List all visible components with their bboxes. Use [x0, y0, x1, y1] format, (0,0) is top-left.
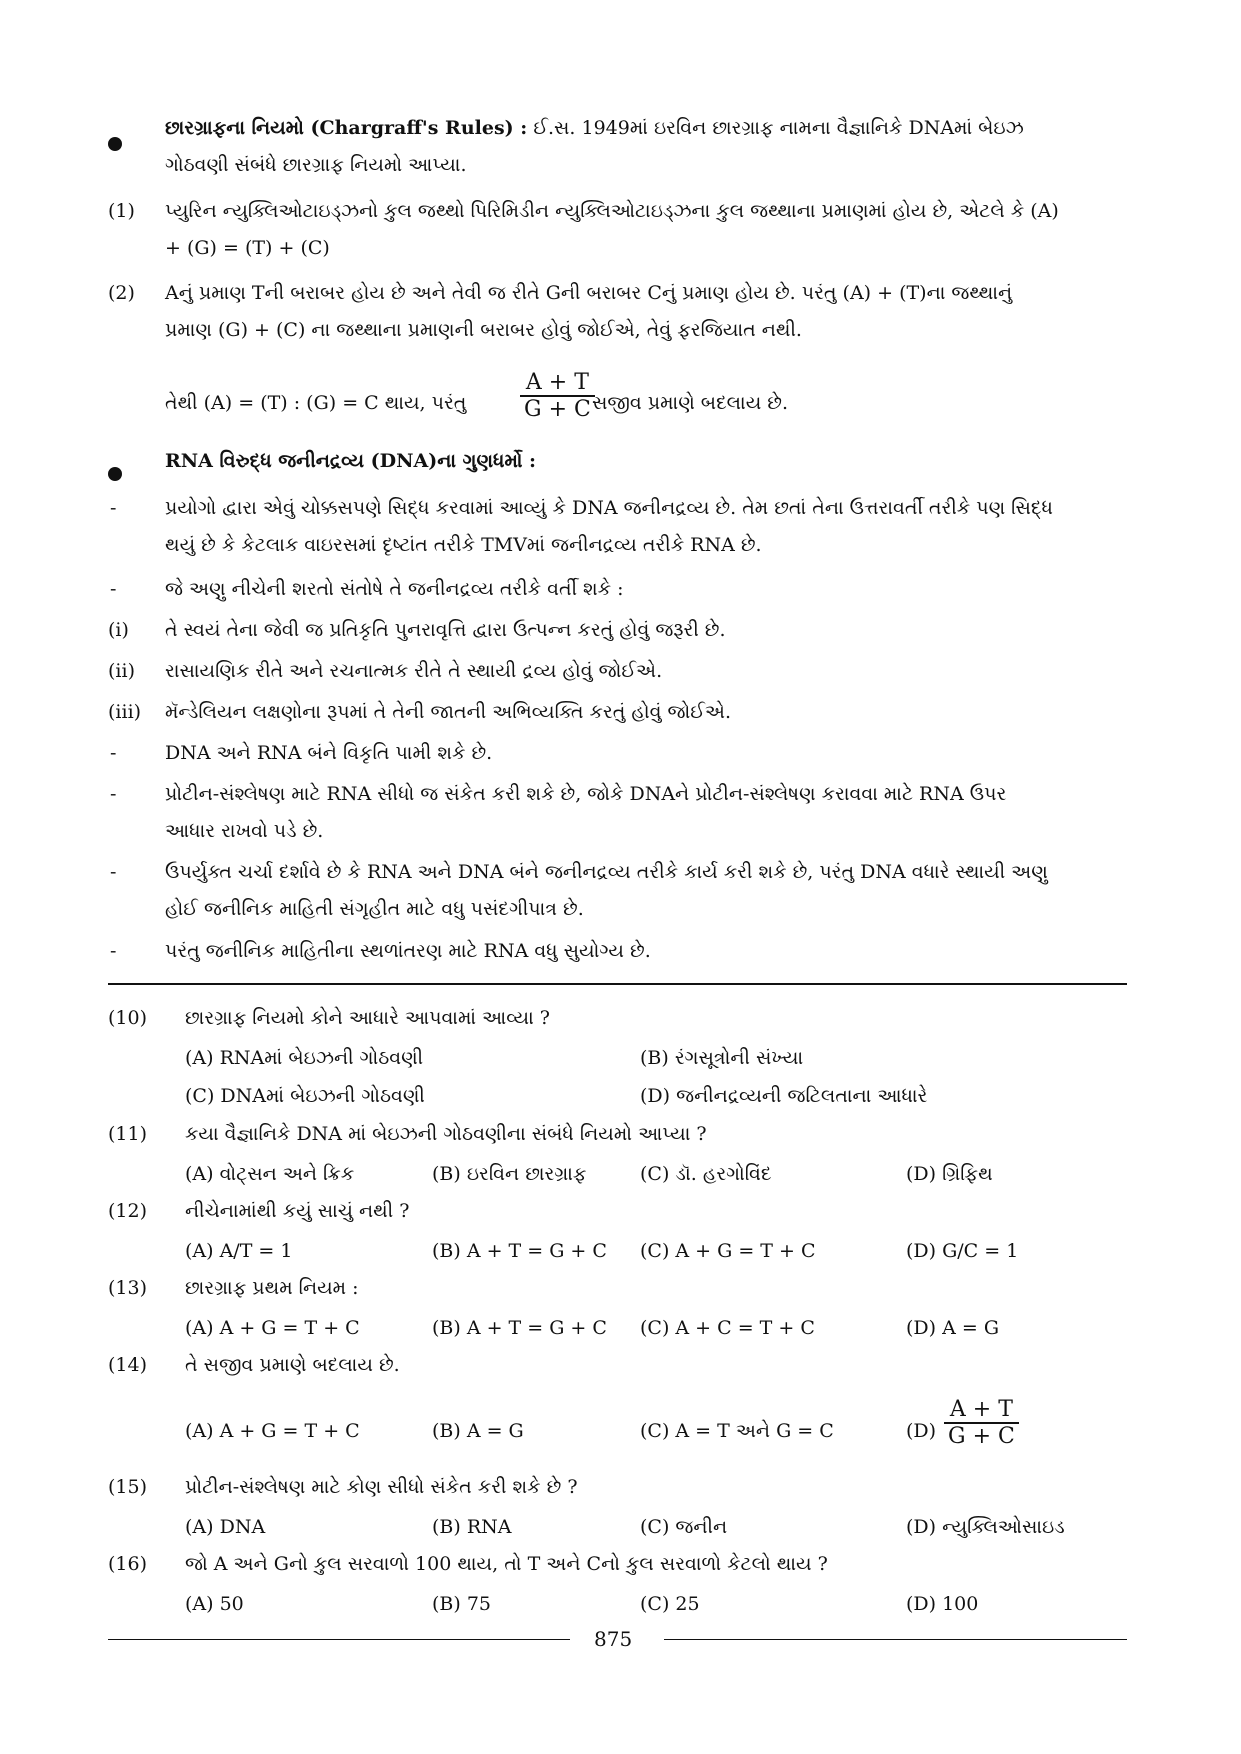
dash-marker: - [110, 578, 117, 600]
option-c: (C) A = T અને G = C [640, 1420, 834, 1442]
question-number: (13) [108, 1277, 148, 1299]
chargaff-intro-line1: ઈ.સ. 1949માં ઇરવિન છારગ્રાફ નામના વૈજ્ઞાનિકે DNAમાં બેઇઝ [533, 117, 1024, 139]
question-number: (11) [108, 1123, 148, 1145]
chargaff-intro-line2: ગોઠવણી સંબંધે છારગ્રાફ નિયમો આપ્યા. [165, 154, 467, 176]
option-c: (C) A + C = T + C [640, 1317, 815, 1339]
option-a: (A) DNA [185, 1516, 266, 1538]
rule-number: (2) [108, 282, 135, 304]
ratio-prefix: તેથી (A) = (T) : (G) = C થાય, પરંતુ [165, 392, 467, 414]
question-text: જો A અને Gનો કુલ સરવાળો 100 થાય, તો T અને Cનો કુલ સરવાળો કેટલો થાય ? [185, 1553, 828, 1575]
condition-text: રાસાયણિક રીતે અને રચનાત્મક રીતે તે સ્થાયી દ્રવ્ય હોવું જોઈએ. [165, 660, 663, 682]
option-d-denominator: G + C [948, 1424, 1015, 1450]
option-d: (D) [906, 1420, 937, 1442]
condition-text: તે સ્વયં તેના જેવી જ પ્રતિકૃતિ પુનરાવૃત્તિ દ્વારા ઉત્પન્ન કરતું હોવું જરૂરી છે. [165, 619, 726, 641]
option-b: (B) A = G [432, 1420, 524, 1442]
question-number: (10) [108, 1007, 148, 1029]
option-b: (B) ઇરવિન છારગ્રાફ [432, 1163, 587, 1185]
option-d: (D) 100 [906, 1593, 979, 1615]
page-number: 875 [594, 1627, 633, 1651]
rule-number: (1) [108, 200, 135, 222]
dash-marker: - [110, 742, 117, 764]
bullet-icon [108, 137, 122, 151]
option-c: (C) DNAમાં બેઇઝની ગોઠવણી [185, 1085, 425, 1107]
condition-number: (i) [108, 619, 129, 641]
section-divider [108, 983, 1127, 985]
footer-rule-left [108, 1639, 570, 1640]
bullet-icon [108, 467, 122, 481]
rna-p5-line2: હોઈ જનીનિક માહિતી સંગૃહીત માટે વધુ પસંદગીપાત્ર છે. [165, 898, 584, 920]
option-a: (A) વોટ્સન અને ક્રિક [185, 1163, 355, 1185]
option-b: (B) A + T = G + C [432, 1240, 607, 1262]
question-text: છારગ્રાફ નિયમો કોને આધારે આપવામાં આવ્યા ? [185, 1007, 550, 1029]
ratio-suffix: સજીવ પ્રમાણે બદલાય છે. [592, 392, 789, 414]
option-d: (D) ન્યુક્લિઓસાઇડ [906, 1516, 1065, 1538]
option-d: (D) A = G [906, 1317, 999, 1339]
option-b: (B) RNA [432, 1516, 512, 1538]
dash-marker: - [110, 497, 117, 519]
rna-p1-line1: પ્રયોગો દ્વારા એવું ચોક્કસપણે સિદ્ધ કરવામાં આવ્યું કે DNA જનીનદ્રવ્ય છે. તેમ છતાં તેના ઉત્તરાવર્તી તરીકે પણ સિદ્ધ [165, 497, 1053, 519]
option-d-fraction [944, 1397, 1019, 1450]
question-number: (14) [108, 1354, 148, 1376]
footer-rule-right [664, 1639, 1127, 1640]
chargaff-paragraph [165, 117, 1024, 139]
rule-2-line1: Aનું પ્રમાણ Tની બરાબર હોય છે અને તેવી જ રીતે Gની બરાબર Cનું પ્રમાણ હોય છે. પરંતુ (A) + (T)ના જથ્થાનું [165, 282, 1013, 304]
rna-p1-line2: થયું છે કે કેટલાક વાઇરસમાં દૃષ્ટાંત તરીકે TMVમાં જનીનદ્રવ્ય તરીકે RNA છે. [165, 534, 762, 556]
ratio-denominator: G + C [524, 397, 591, 423]
option-d: (D) ગ્રિફિથ [906, 1163, 993, 1185]
option-d: (D) જનીનદ્રવ્યની જટિલતાના આધારે [640, 1085, 928, 1107]
dash-marker: - [110, 861, 117, 883]
option-c: (C) A + G = T + C [640, 1240, 816, 1262]
rna-p3: DNA અને RNA બંને વિકૃતિ પામી શકે છે. [165, 742, 493, 764]
rule-2-line2: પ્રમાણ (G) + (C) ના જથ્થાના પ્રમાણની બરાબર હોવું જોઈએ, તેવું ફરજિયાત નથી. [165, 319, 802, 341]
option-d: (D) G/C = 1 [906, 1240, 1019, 1262]
condition-text: મૅન્ડેલિયન લક્ષણોના રૂપમાં તે તેની જાતની અભિવ્યક્તિ કરતું હોવું જોઈએ. [165, 701, 732, 723]
rule-1-line1: પ્યુરિન ન્યુક્લિઓટાઇડ્ઝનો કુલ જથ્થો પિરિમિડીન ન્યુક્લિઓટાઇડ્ઝના કુલ જથ્થાના પ્રમાણમાં હોય છે, એટલે કે (A) [165, 200, 1059, 222]
ratio-fraction [520, 370, 595, 423]
dash-marker: - [110, 783, 117, 805]
question-text: તે સજીવ પ્રમાણે બદલાય છે. [185, 1354, 400, 1376]
rna-heading: RNA વિરુદ્ધ જનીનદ્રવ્ય (DNA)ના ગુણધર્મો : [165, 450, 537, 472]
question-text: પ્રોટીન-સંશ્લેષણ માટે કોણ સીધો સંકેત કરી શકે છે ? [185, 1476, 578, 1498]
option-a: (A) A + G = T + C [185, 1317, 360, 1339]
option-c: (C) જનીન [640, 1516, 728, 1538]
question-text: કયા વૈજ્ઞાનિકે DNA માં બેઇઝની ગોઠવણીના સંબંધે નિયમો આપ્યા ? [185, 1123, 707, 1145]
chargaff-heading: છારગ્રાફના નિયમો (Chargraff's Rules) : [165, 117, 528, 139]
option-b: (B) રંગસૂત્રોની સંખ્યા [640, 1047, 804, 1069]
condition-number: (iii) [108, 701, 142, 723]
question-text: છારગ્રાફ પ્રથમ નિયમ : [185, 1277, 359, 1299]
condition-number: (ii) [108, 660, 135, 682]
ratio-numerator: A + T [520, 370, 595, 397]
rna-p6: પરંતુ જનીનિક માહિતીના સ્થળાંતરણ માટે RNA વધુ સુયોગ્ય છે. [165, 940, 651, 962]
rna-p2: જે અણુ નીચેની શરતો સંતોષે તે જનીનદ્રવ્ય તરીકે વર્તી શકે : [165, 578, 624, 600]
option-a: (A) A + G = T + C [185, 1420, 360, 1442]
option-b: (B) A + T = G + C [432, 1317, 607, 1339]
option-c: (C) ડૉ. હરગોવિંદ [640, 1163, 772, 1185]
question-number: (12) [108, 1200, 148, 1222]
rna-p5-line1: ઉપર્યુક્ત ચર્ચા દર્શાવે છે કે RNA અને DNA બંને જનીનદ્રવ્ય તરીકે કાર્ય કરી શકે છે, પરંતુ DNA વધારે સ્થાયી અણુ [165, 861, 1048, 883]
question-number: (15) [108, 1476, 148, 1498]
question-text: નીચેનામાંથી કયું સાચું નથી ? [185, 1200, 410, 1222]
dash-marker: - [110, 940, 117, 962]
rna-p4-line2: આધાર રાખવો પડે છે. [165, 820, 324, 842]
rule-1-line2: + (G) = (T) + (C) [165, 237, 330, 259]
option-a: (A) A/T = 1 [185, 1240, 293, 1262]
option-a: (A) 50 [185, 1593, 244, 1615]
option-b: (B) 75 [432, 1593, 492, 1615]
question-number: (16) [108, 1553, 148, 1575]
option-d-numerator: A + T [944, 1397, 1019, 1424]
option-a: (A) RNAમાં બેઇઝની ગોઠવણી [185, 1047, 424, 1069]
option-c: (C) 25 [640, 1593, 700, 1615]
rna-p4-line1: પ્રોટીન-સંશ્લેષણ માટે RNA સીધો જ સંકેત કરી શકે છે, જોકે DNAને પ્રોટીન-સંશ્લેષણ કરાવવા માટે RNA ઉપર [165, 783, 1007, 805]
